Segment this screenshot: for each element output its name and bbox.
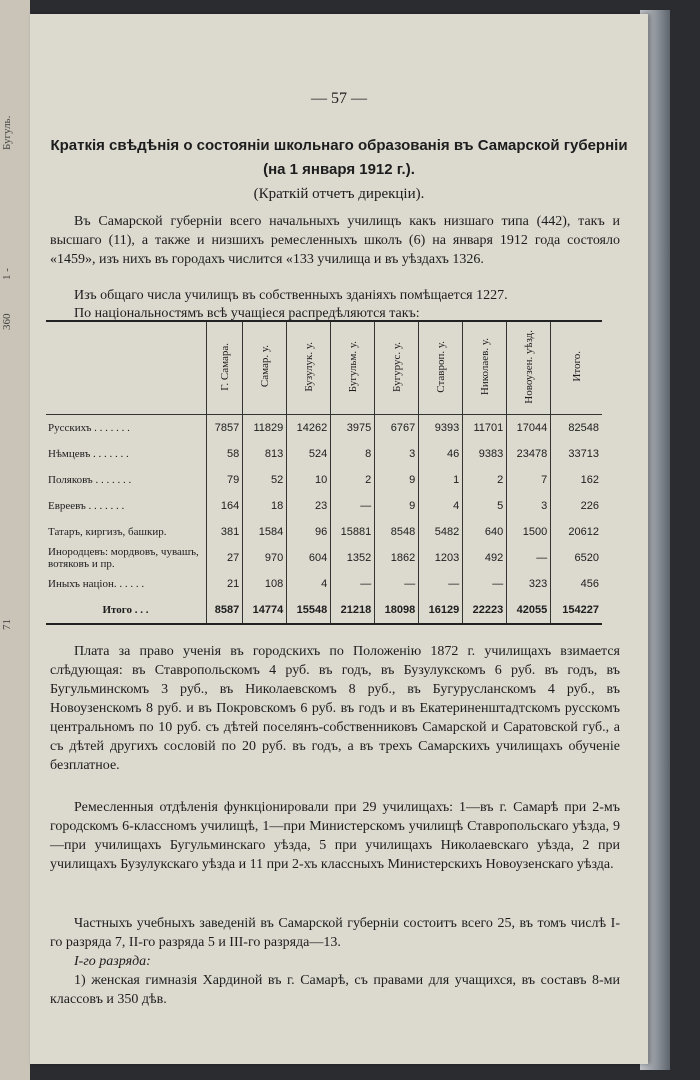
nationalities-table (46, 320, 602, 625)
table-cell: — (331, 493, 375, 519)
table-cell: 15548 (287, 597, 331, 623)
table-cell: 640 (463, 519, 507, 545)
paragraph-tuition-fees: Плата за право ученія въ городскихъ по Положенію 1872 г. училищахъ взимается слѣдующая: въ Ставропольскомъ 4 руб. въ годъ, въ Бузулукскомъ 6 руб. въ годъ, въ Бугульминскомъ 3 руб., въ Николаевскомъ 8 руб., въ Бугурусланскомъ 4 руб., въ Новоузенскомъ 8 руб. и въ Покровскомъ 6 руб. въ годъ и въ Екатериненштадтскомъ русскомъ центральномъ по 10 руб. съ дѣтей поселянъ-собственниковъ Самарской и Саратовской губ., а съ дѣтей другихъ сословій по 20 руб. въ годъ, а въ трехъ Самарскихъ училищахъ обученіе безплатное. (50, 644, 620, 773)
table-cell: 18 (243, 493, 287, 519)
table-cell: 4 (419, 493, 463, 519)
table-cell: 2 (331, 467, 375, 493)
table-cell: 162 (551, 467, 602, 493)
table-corner-cell (46, 322, 207, 415)
table-cell: 5 (463, 493, 507, 519)
row-label: Итого . . . (102, 604, 149, 616)
table-cell: 21 (207, 571, 243, 597)
table-cell: 9393 (419, 415, 463, 442)
table-cell: — (331, 571, 375, 597)
column-header: Итого. (551, 322, 602, 415)
table-cell: 17044 (507, 415, 551, 442)
table-cell: 492 (463, 545, 507, 571)
table-cell: 52 (243, 467, 287, 493)
table-row (46, 441, 602, 467)
table-cell: 1352 (331, 545, 375, 571)
table-cell: 23 (287, 493, 331, 519)
table-cell: 4 (287, 571, 331, 597)
table-header-row (46, 322, 602, 415)
table-cell: 9383 (463, 441, 507, 467)
table-cell: 16129 (419, 597, 463, 623)
left-page-edge (0, 0, 30, 1080)
table-cell: 33713 (551, 441, 602, 467)
row-label: Евреевъ . . . . . . . (48, 500, 125, 512)
paragraph-schools-count: Въ Самарской губерніи всего начальныхъ училищъ какъ низшаго типа (442), такъ и высшаго (11), а также и низшихъ ремесленныхъ школъ (6) на января 1912 года состояло «1459», изъ нихъ въ городахъ числится «133 училища и въ уѣздахъ 1326. (50, 214, 620, 267)
table-row (46, 519, 602, 545)
table-cell: 96 (287, 519, 331, 545)
table-row (46, 415, 602, 442)
table-cell: 1500 (507, 519, 551, 545)
table-cell: 11829 (243, 415, 287, 442)
column-header: Новоузен. уѣзд. (507, 322, 551, 415)
table-cell: 27 (207, 545, 243, 571)
book-page (30, 14, 648, 1064)
table-cell: 381 (207, 519, 243, 545)
table-cell: 6767 (375, 415, 419, 442)
table-cell: 18098 (375, 597, 419, 623)
table-cell: 14774 (243, 597, 287, 623)
table-cell: 2 (463, 467, 507, 493)
left-page-fragment: 360 (1, 313, 13, 330)
table-cell: 970 (243, 545, 287, 571)
left-page-fragment: 71 (1, 619, 13, 630)
document-subtitle: (Краткій отчетъ дирекціи). (253, 186, 425, 202)
row-label: Русскихъ . . . . . . . (48, 422, 130, 434)
table-row (46, 571, 602, 597)
left-page-fragment: 1 - (1, 268, 13, 280)
table-cell: 1584 (243, 519, 287, 545)
paragraph-category-heading: I-го разряда: (74, 954, 151, 969)
table-cell: 323 (507, 571, 551, 597)
document-title (30, 134, 648, 182)
paragraph-craft-departments: Ремесленныя отдѣленія функціонировали при 29 училищахъ: 1—въ г. Самарѣ при 2-мъ городскомъ 6-классномъ училищѣ, 1—при Министерскомъ училищѣ Ставропольскаго уѣзда, 9—при училищахъ Бугульминскаго уѣзда, 5 при училищахъ Николаевскаго уѣзда, 2 при училищахъ Бузулукскаго уѣзда и 11 при 2-хъ классныхъ Министерскихъ Новоузенскаго уѣзда. (50, 800, 620, 872)
table-cell: 20612 (551, 519, 602, 545)
table-cell: 14262 (287, 415, 331, 442)
table-cell: 11701 (463, 415, 507, 442)
table-cell: 46 (419, 441, 463, 467)
title-line-1: Краткія свѣдѣнія о состояніи школьнаго образованія въ Самарской губерніи (50, 137, 628, 154)
table-cell: 3 (507, 493, 551, 519)
paragraph-private-schools: Частныхъ учебныхъ заведеній въ Самарской губерніи состоитъ всего 25, въ томъ числѣ I-го разряда 7, II-го разряда 5 и III-го разряда—13. (50, 916, 620, 950)
row-label: Нѣмцевъ . . . . . . . (48, 448, 129, 460)
table-cell: 8 (331, 441, 375, 467)
table-row (46, 467, 602, 493)
column-header: Николаев. у. (463, 322, 507, 415)
column-header: Бугурус. у. (375, 322, 419, 415)
table-body (46, 415, 602, 624)
left-page-fragment: Бугуль. (1, 115, 13, 150)
table-cell: 154227 (551, 597, 602, 623)
column-header: Самар. у. (243, 322, 287, 415)
table-row (46, 493, 602, 519)
table-cell: 15881 (331, 519, 375, 545)
table-row (46, 545, 602, 571)
table-cell: 58 (207, 441, 243, 467)
table-cell: — (375, 571, 419, 597)
table-cell: 9 (375, 493, 419, 519)
table-cell: — (463, 571, 507, 597)
paragraph-gymnasium: 1) женская гимназія Хардиной въ г. Самарѣ, съ правами для учащихся, въ составъ 8-ми классовъ и 350 дѣв. (50, 973, 620, 1007)
table-cell: 604 (287, 545, 331, 571)
table-cell: 3 (375, 441, 419, 467)
row-label: Иныхъ націон. . . . . . (48, 578, 145, 590)
table-cell: 9 (375, 467, 419, 493)
table-cell: 164 (207, 493, 243, 519)
table-cell: 1862 (375, 545, 419, 571)
table-cell: 7 (507, 467, 551, 493)
table-cell: — (507, 545, 551, 571)
table-cell: 21218 (331, 597, 375, 623)
table-cell: 23478 (507, 441, 551, 467)
title-line-2: (на 1 января 1912 г.). (263, 161, 415, 178)
table-cell: 226 (551, 493, 602, 519)
page-number: — 57 — (311, 90, 367, 107)
table-cell: 3975 (331, 415, 375, 442)
table-cell: 79 (207, 467, 243, 493)
table-cell: 524 (287, 441, 331, 467)
table-cell: 1203 (419, 545, 463, 571)
paragraph-nationalities-intro: По національностямъ всѣ учащіеся распредѣляются такъ: (74, 306, 420, 321)
table-cell: 7857 (207, 415, 243, 442)
table-cell: 5482 (419, 519, 463, 545)
column-header: Бугульм. у. (331, 322, 375, 415)
table-cell: 813 (243, 441, 287, 467)
table-cell: 22223 (463, 597, 507, 623)
table-cell: 10 (287, 467, 331, 493)
row-label: Поляковъ . . . . . . . (48, 474, 132, 486)
table-cell: 456 (551, 571, 602, 597)
table-total-row (46, 597, 602, 623)
row-label: Татаръ, киргизъ, башкир. (48, 526, 167, 538)
table-cell: — (419, 571, 463, 597)
table-cell: 6520 (551, 545, 602, 571)
table-cell: 8548 (375, 519, 419, 545)
paragraph-own-buildings: Изъ общаго числа училищъ въ собственныхъ зданіяхъ помѣщается 1227. (74, 288, 508, 303)
table-cell: 8587 (207, 597, 243, 623)
column-header: Г. Самара. (207, 322, 243, 415)
row-label: Инородцевъ: мордвовъ, чувашъ, вотяковъ и пр. (48, 546, 199, 570)
table-cell: 82548 (551, 415, 602, 442)
table-cell: 1 (419, 467, 463, 493)
table-cell: 42055 (507, 597, 551, 623)
column-header: Бузулук. у. (287, 322, 331, 415)
column-header: Ставроп. у. (419, 322, 463, 415)
table-cell: 108 (243, 571, 287, 597)
